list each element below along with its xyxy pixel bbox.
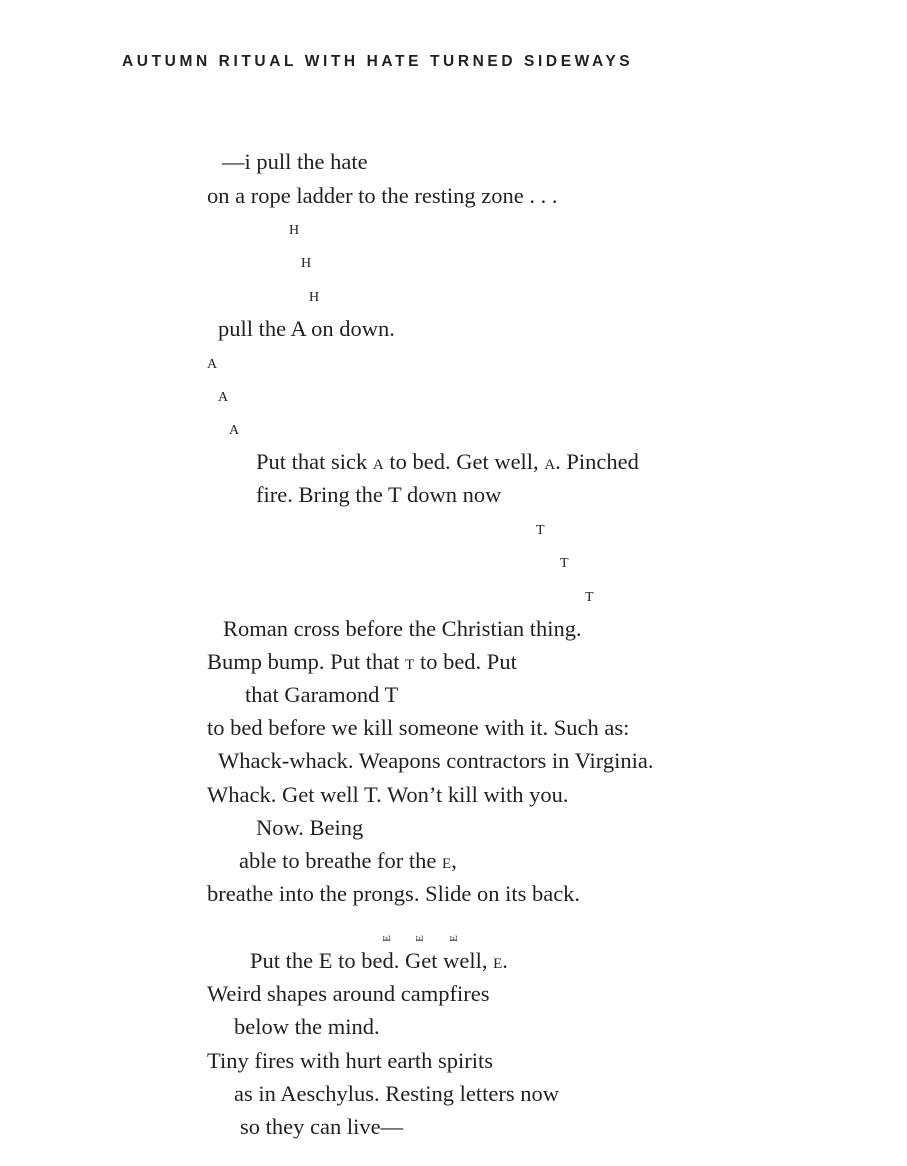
poem-line: Whack. Get well T. Won’t kill with you. [207, 782, 569, 807]
poem-line: —i pull the hate [222, 149, 368, 174]
poem-line: Bump bump. Put that T to bed. Put [207, 649, 517, 674]
poem-line: breathe into the prongs. Slide on its back. [207, 881, 581, 906]
falling-letter-h: H [309, 290, 320, 305]
sideways-letter-e: E [447, 935, 460, 942]
falling-letter-t: T [585, 590, 594, 605]
small-cap-a: A [544, 457, 556, 473]
poem-line: on a rope ladder to the resting zone . . . [207, 183, 558, 208]
poem-line: Now. Being [256, 815, 364, 840]
small-cap-a: A [372, 457, 384, 473]
small-cap-e: E [493, 956, 503, 972]
falling-letter-a: A [207, 357, 218, 372]
poem-line: below the mind. [234, 1014, 380, 1039]
poem-line: Put the E to bed. Get well, E. [250, 948, 508, 973]
poem-line: Roman cross before the Christian thing. [223, 616, 582, 641]
poem-line: to bed before we kill someone with it. Such as: [207, 715, 630, 740]
poem-line: as in Aeschylus. Resting letters now [234, 1081, 559, 1106]
poem-title: AUTUMN RITUAL WITH HATE TURNED SIDEWAYS [122, 53, 634, 70]
poem-line: able to breathe for the E, [239, 848, 457, 873]
poem-line: Tiny fires with hurt earth spirits [207, 1048, 494, 1073]
sideways-letter-e: E [380, 935, 393, 942]
small-cap-t: T [405, 657, 415, 673]
poem-line: fire. Bring the T down now [256, 482, 502, 507]
poem-line: Put that sick A to bed. Get well, A. Pinched [256, 449, 639, 474]
falling-letter-h: H [289, 223, 300, 238]
poem-line: so they can live— [240, 1114, 404, 1139]
sideways-letter-e: E [413, 935, 426, 942]
poem-line: Weird shapes around campfires [207, 981, 490, 1006]
falling-letter-a: A [229, 423, 240, 438]
poem-line: pull the A on down. [218, 316, 395, 341]
falling-letter-t: T [536, 523, 545, 538]
falling-letter-h: H [301, 256, 312, 271]
poem-line: Whack-whack. Weapons contractors in Virginia. [218, 748, 654, 773]
small-cap-e: E [442, 856, 452, 872]
falling-letter-a: A [218, 390, 229, 405]
poem-line: that Garamond T [245, 682, 399, 707]
falling-letter-t: T [560, 556, 569, 571]
